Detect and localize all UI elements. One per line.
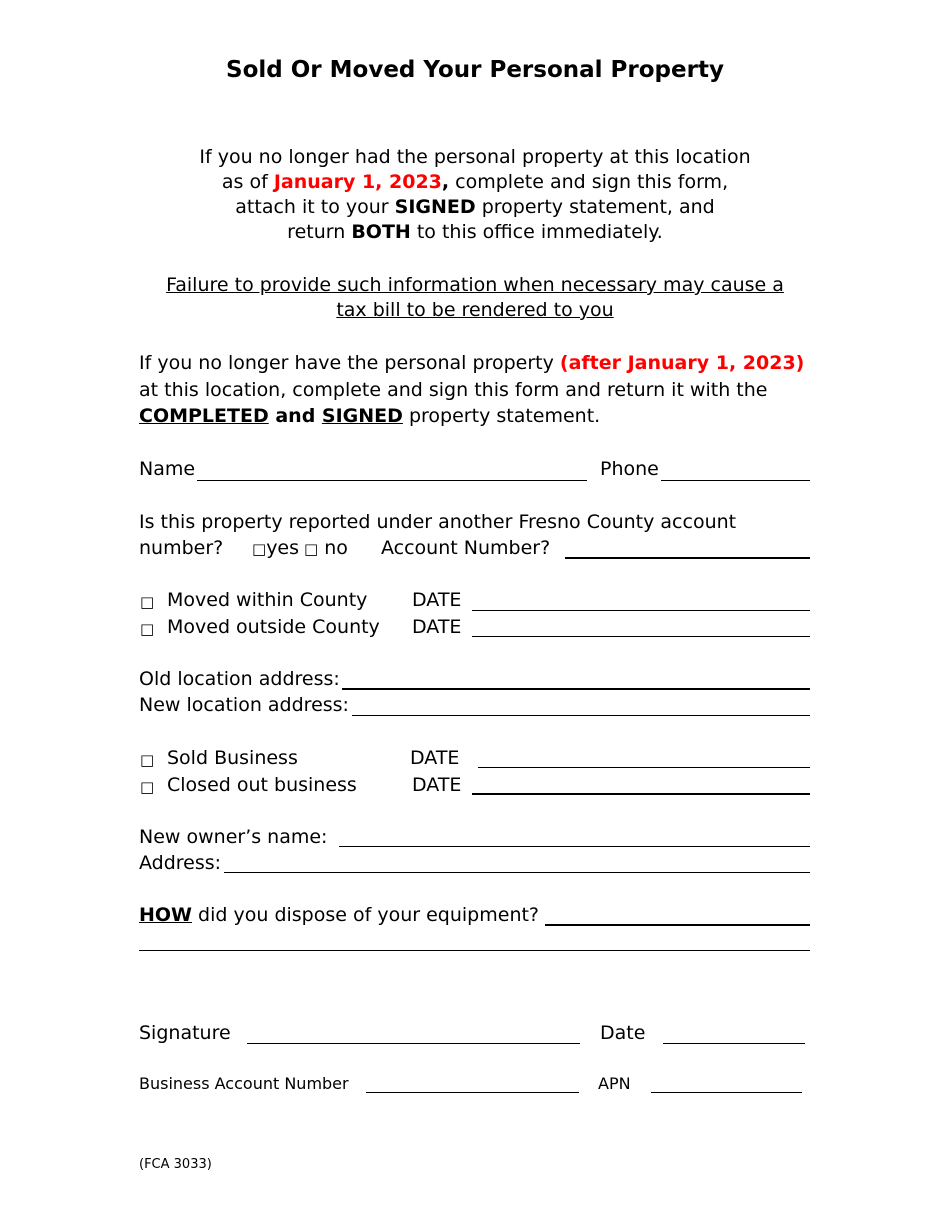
new-owner-address-label: Address:	[139, 852, 222, 874]
new-address-field[interactable]	[352, 715, 810, 716]
new-owner-name-field[interactable]	[339, 846, 810, 847]
moved-outside-checkbox[interactable]: □	[140, 620, 155, 638]
yes-option[interactable]: □yes	[252, 537, 300, 559]
closed-business-date-field[interactable]	[472, 793, 810, 795]
moved-within-date-field[interactable]	[472, 610, 810, 611]
after-date-instructions: If you no longer have the personal property (after January 1, 2023) at this location, complete and sign this form and return it with the COMPLETED and SIGNED property statement.	[139, 352, 805, 427]
old-address-field[interactable]	[342, 688, 810, 690]
signature-field[interactable]	[247, 1043, 580, 1044]
signature-date-field[interactable]	[663, 1043, 805, 1044]
no-checkbox[interactable]: □	[304, 540, 319, 558]
sold-business-date-label: DATE	[410, 747, 460, 769]
phone-label: Phone	[600, 458, 659, 480]
moved-within-date-label: DATE	[412, 589, 462, 611]
moved-within-checkbox[interactable]: □	[140, 593, 155, 611]
closed-business-checkbox[interactable]: □	[140, 778, 155, 796]
name-field[interactable]	[197, 480, 587, 481]
disposal-question: HOW did you dispose of your equipment?	[139, 904, 540, 926]
closed-business-label: Closed out business	[167, 774, 357, 796]
page-title: Sold Or Moved Your Personal Property	[226, 57, 724, 83]
no-option[interactable]: □ no	[304, 537, 348, 559]
intro-line-4: return BOTH to this office immediately.	[287, 221, 663, 243]
apn-field[interactable]	[651, 1092, 802, 1093]
disposal-field[interactable]	[545, 924, 810, 926]
intro-line-1: If you no longer had the personal property at this location	[199, 146, 751, 168]
apn-label: APN	[598, 1074, 631, 1093]
new-address-label: New location address:	[139, 694, 349, 716]
moved-outside-label: Moved outside County	[167, 616, 380, 638]
disposal-field-continued[interactable]	[139, 950, 810, 951]
phone-field[interactable]	[661, 480, 810, 481]
form-code: (FCA 3033)	[139, 1157, 212, 1172]
other-account-question: Is this property reported under another Fresno County account	[139, 511, 737, 533]
business-account-field[interactable]	[366, 1092, 579, 1093]
sold-business-date-field[interactable]	[478, 767, 810, 768]
intro-line-2: as of January 1, 2023, complete and sign this form,	[221, 171, 729, 193]
after-date-note: (after January 1, 2023)	[559, 352, 805, 374]
new-owner-address-field[interactable]	[224, 872, 810, 873]
signature-label: Signature	[139, 1022, 231, 1044]
closed-business-date-label: DATE	[412, 774, 462, 796]
old-address-label: Old location address:	[139, 668, 340, 690]
other-account-question-cont: number?	[139, 537, 224, 559]
moved-within-label: Moved within County	[167, 589, 368, 611]
moved-outside-date-field[interactable]	[472, 636, 810, 637]
intro-paragraph	[0, 145, 950, 245]
intro-line-3: attach it to your SIGNED property statement, and	[235, 196, 715, 218]
name-label: Name	[139, 458, 196, 480]
account-number-label: Account Number?	[381, 537, 551, 559]
moved-outside-date-label: DATE	[412, 616, 462, 638]
deadline-date: January 1, 2023	[273, 171, 442, 193]
sold-business-checkbox[interactable]: □	[140, 751, 155, 769]
new-owner-name-label: New owner’s name:	[139, 826, 328, 848]
account-number-field[interactable]	[565, 557, 810, 559]
yes-checkbox[interactable]: □	[252, 540, 267, 558]
signature-date-label: Date	[600, 1022, 646, 1044]
warning-notice: Failure to provide such information when necessary may cause a tax bill to be rendered to you	[166, 274, 784, 321]
sold-business-label: Sold Business	[167, 747, 298, 769]
business-account-label: Business Account Number	[139, 1074, 349, 1093]
